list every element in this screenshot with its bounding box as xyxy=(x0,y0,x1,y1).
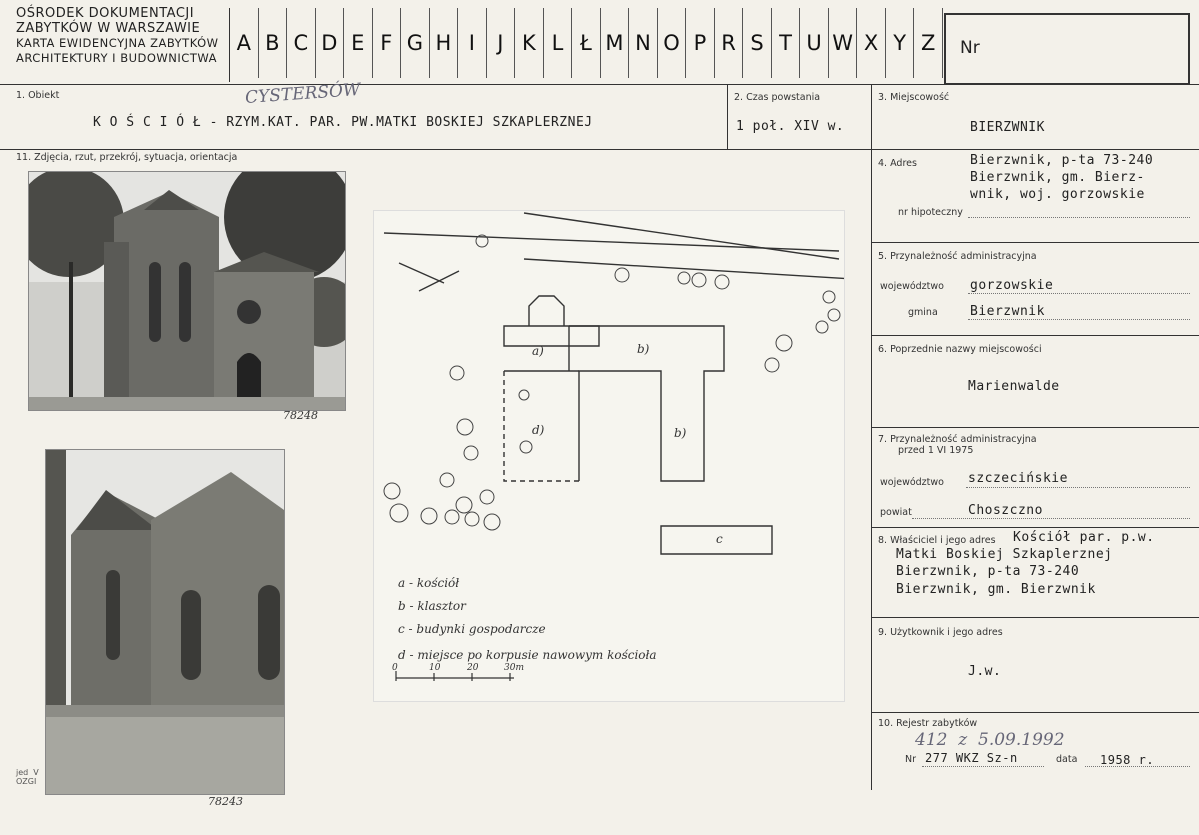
legend-a: a - kościół xyxy=(398,576,460,590)
gmina-value: Bierzwnik xyxy=(970,304,1045,319)
poprzednie-value: Marienwalde xyxy=(968,379,1060,394)
hipoteczny-label: nr hipoteczny xyxy=(898,207,963,218)
alphabet-letter: G xyxy=(401,8,430,78)
alphabet-letter: X xyxy=(857,8,886,78)
rejestr-data-label: data xyxy=(1056,754,1078,765)
alphabet-letter: I xyxy=(458,8,487,78)
legend-c: c - budynki gospodarcze xyxy=(398,622,546,636)
alphabet-index xyxy=(230,8,943,78)
alphabet-letter: Ł xyxy=(572,8,601,78)
site-plan-sketch xyxy=(373,210,845,702)
alphabet-letter: L xyxy=(544,8,573,78)
alphabet-letter: F xyxy=(373,8,402,78)
institution-line-1: OŚRODEK DOKUMENTACJI xyxy=(16,6,195,21)
adres-line3: wnik, woj. gorzowskie xyxy=(970,187,1145,202)
church-photo-1 xyxy=(28,171,346,411)
rejestr-data-value: 1958 r. xyxy=(1100,753,1155,767)
alphabet-letter: K xyxy=(515,8,544,78)
rejestr-nr-label: Nr xyxy=(905,754,917,765)
alphabet-letter: S xyxy=(743,8,772,78)
alphabet-letter: T xyxy=(772,8,801,78)
wlasciciel-line2: Matki Boskiej Szkaplerznej xyxy=(896,547,1113,562)
wlasciciel-line1: Kościół par. p.w. xyxy=(1013,530,1155,545)
alphabet-letter: R xyxy=(715,8,744,78)
alphabet-letter: Y xyxy=(886,8,915,78)
alphabet-letter: A xyxy=(230,8,259,78)
sketch-label-c: c xyxy=(716,532,723,546)
sketch-label-b1: b) xyxy=(637,342,650,356)
poprzednie-label: 6. Poprzednie nazwy miejscowości xyxy=(878,344,1042,355)
photo2-number: 78243 xyxy=(208,795,243,808)
alphabet-letter: O xyxy=(658,8,687,78)
alphabet-letter: U xyxy=(800,8,829,78)
institution-line-2: ZABYTKÓW W WARSZAWIE xyxy=(16,21,201,36)
alphabet-letter: C xyxy=(287,8,316,78)
alphabet-letter: H xyxy=(430,8,459,78)
wlasciciel-line3: Bierzwnik, p-ta 73-240 xyxy=(896,564,1080,579)
powiat-label: powiat xyxy=(880,507,912,518)
scale-30m: 30m xyxy=(504,663,524,673)
miejscowosc-label: 3. Miejscowość xyxy=(878,92,950,103)
sketch-label-d: d) xyxy=(532,423,545,437)
scale-10: 10 xyxy=(429,663,441,673)
alphabet-letter: W xyxy=(829,8,858,78)
wlasciciel-label: 8. Właściciel i jego adres xyxy=(878,535,996,546)
scale-20: 20 xyxy=(467,663,479,673)
legend-d: d - miejsce po korpusie nawowym kościoła xyxy=(398,648,657,662)
nr-box xyxy=(944,13,1190,85)
czas-label: 2. Czas powstania xyxy=(734,92,821,103)
alphabet-letter: B xyxy=(259,8,288,78)
nr-label: Nr xyxy=(960,38,980,58)
church-photo-2 xyxy=(45,449,285,795)
przynaleznosc-label: 5. Przynależność administracyjna xyxy=(878,251,1037,262)
rejestr-handwritten: 412 z 5.09.1992 xyxy=(915,730,1065,750)
adres-line1: Bierzwnik, p-ta 73-240 xyxy=(970,153,1154,168)
wlasciciel-line4: Bierzwnik, gm. Bierzwnik xyxy=(896,582,1096,597)
obiekt-value: K O Ś C I Ó Ł - RZYM.KAT. PAR. PW.MATKI BOSKIEJ SZKAPLERZNEJ xyxy=(93,115,593,130)
gmina-label: gmina xyxy=(908,307,938,318)
przed1975-label1: 7. Przynależność administracyjna xyxy=(878,434,1037,445)
photo1-number: 78248 xyxy=(283,409,318,422)
stamp-text: jed V OZGI xyxy=(16,768,39,786)
czas-value: 1 poł. XIV w. xyxy=(736,119,845,134)
alphabet-letter: N xyxy=(629,8,658,78)
alphabet-letter: D xyxy=(316,8,345,78)
adres-line2: Bierzwnik, gm. Bierz- xyxy=(970,170,1145,185)
rejestr-nr-value: 277 WKZ Sz-n xyxy=(925,751,1018,765)
powiat-value: Choszczno xyxy=(968,503,1043,518)
alphabet-letter: E xyxy=(344,8,373,78)
wojewodztwo-value: gorzowskie xyxy=(970,278,1054,293)
przed1975-woj-value: szczecińskie xyxy=(968,471,1068,486)
przed1975-woj-label: województwo xyxy=(880,477,944,488)
obiekt-label: 1. Obiekt xyxy=(16,90,60,101)
alphabet-letter: J xyxy=(487,8,516,78)
wojewodztwo-label: województwo xyxy=(880,281,944,292)
sketch-label-a: a) xyxy=(532,344,544,358)
alphabet-letter: P xyxy=(686,8,715,78)
uzytkownik-value: J.w. xyxy=(968,664,1002,679)
rejestr-label: 10. Rejestr zabytków xyxy=(878,718,978,729)
institution-line-4: ARCHITEKTURY I BUDOWNICTWA xyxy=(16,51,217,65)
sketch-label-b2: b) xyxy=(674,426,687,440)
alphabet-letter: M xyxy=(601,8,630,78)
legend-b: b - klasztor xyxy=(398,599,466,613)
institution-header xyxy=(16,6,219,66)
miejscowosc-value: BIERZWNIK xyxy=(970,120,1045,135)
zdjecia-label: 11. Zdjęcia, rzut, przekrój, sytuacja, orientacja xyxy=(16,152,238,163)
alphabet-letter: Z xyxy=(914,8,943,78)
przed1975-label2: przed 1 VI 1975 xyxy=(898,445,974,456)
scale-0: 0 xyxy=(392,663,398,673)
adres-label: 4. Adres xyxy=(878,158,917,169)
uzytkownik-label: 9. Użytkownik i jego adres xyxy=(878,627,1003,638)
institution-line-3: KARTA EWIDENCYJNA ZABYTKÓW xyxy=(16,36,219,50)
obiekt-handwritten-note: CYSTERSÓW xyxy=(244,79,362,109)
